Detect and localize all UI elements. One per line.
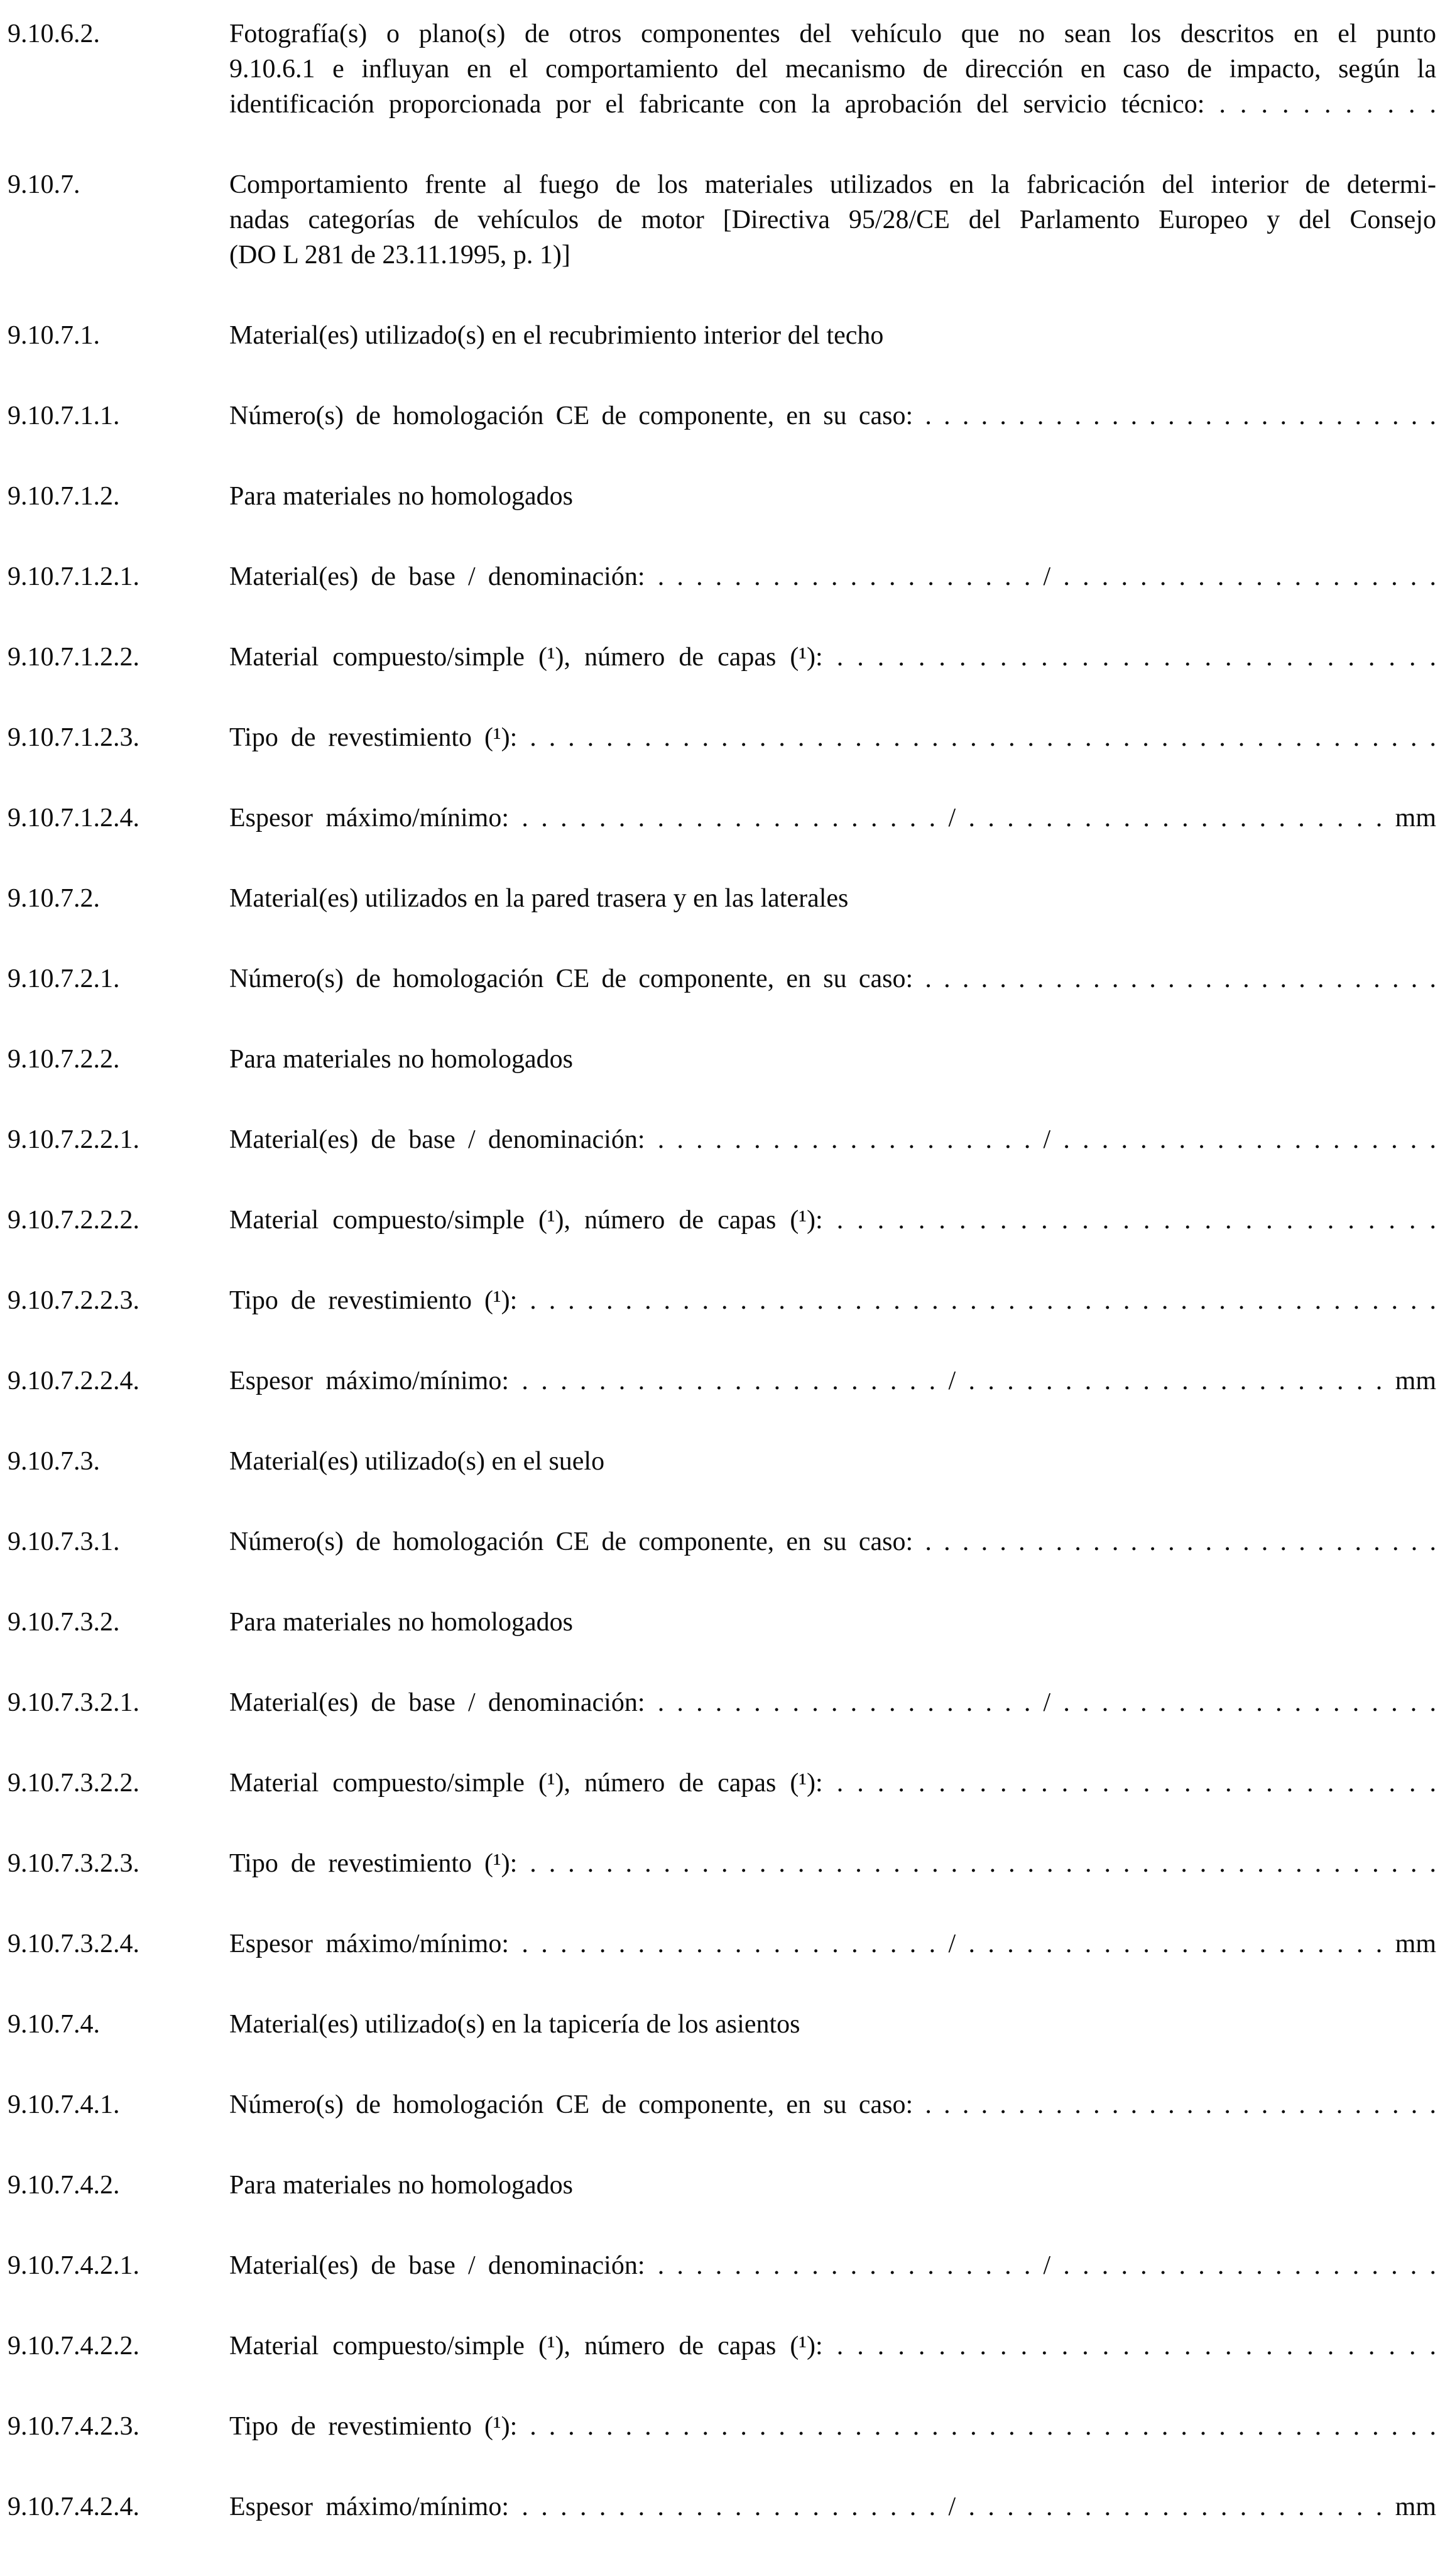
form-item-row xyxy=(8,398,1436,434)
form-item-row xyxy=(8,2168,1436,2203)
item-number: 9.10.7.4.2. xyxy=(8,2171,120,2200)
text-line-with-leader: Material compuesto/simple (¹), número de capas (¹): . . . . . . . . . . . . . . . . . . . . . . . . . . . . . . xyxy=(229,2332,1436,2360)
text-line-with-leader: Espesor máximo/mínimo: . . . . . . . . . . . . . . . . . . . . . . / . . . . . . . . . . . . . . . . . . . . . . mm xyxy=(229,804,1436,832)
text-line-with-leader: Tipo de revestimiento (¹): . . . . . . . . . . . . . . . . . . . . . . . . . . . . . . . . . . . . . . . . . . . . . . . . xyxy=(229,2412,1436,2441)
item-text xyxy=(229,16,1436,122)
form-item-row xyxy=(8,559,1436,594)
item-text xyxy=(229,1283,1436,1318)
text-line-with-leader: Material(es) de base / denominación: . . . . . . . . . . . . . . . . . . . . / . . . . . . . . . . . . . . . . . . . . xyxy=(229,2251,1436,2280)
text-line-with-leader: Material compuesto/simple (¹), número de capas (¹): . . . . . . . . . . . . . . . . . . . . . . . . . . . . . . xyxy=(229,1206,1436,1235)
item-number: 9.10.7.2.1. xyxy=(8,964,120,993)
text-line-with-leader: Tipo de revestimiento (¹): . . . . . . . . . . . . . . . . . . . . . . . . . . . . . . . . . . . . . . . . . . . . . . . . xyxy=(229,723,1436,752)
text-line: Material(es) utilizado(s) en el suelo xyxy=(229,1447,605,1476)
text-line: Para materiales no homologados xyxy=(229,482,574,511)
form-item-row xyxy=(8,2007,1436,2042)
item-number: 9.10.7.2. xyxy=(8,884,100,913)
form-item-row xyxy=(8,479,1436,514)
text-line-with-leader: identificación proporcionada por el fabricante con la aprobación del servicio técnico: . . . . . . . . . . . xyxy=(229,90,1436,119)
form-item-row xyxy=(8,1766,1436,1801)
form-item-row xyxy=(8,1283,1436,1318)
form-item-row xyxy=(8,2087,1436,2122)
item-text xyxy=(229,1846,1436,1881)
item-text xyxy=(229,1363,1436,1399)
item-number: 9.10.7.2.2.1. xyxy=(8,1125,139,1154)
form-item-row xyxy=(8,1846,1436,1881)
form-item-row xyxy=(8,2489,1436,2524)
item-number: 9.10.7.1.2. xyxy=(8,482,120,511)
form-item-row xyxy=(8,720,1436,755)
item-number: 9.10.7.3.2.4. xyxy=(8,1929,139,1958)
text-line: Material(es) utilizados en la pared trasera y en las laterales xyxy=(229,884,849,913)
text-line: 9.10.6.1 e influyan en el comportamiento del mecanismo de dirección en caso de impacto, según la xyxy=(229,55,1436,84)
form-item-row xyxy=(8,318,1436,353)
item-number: 9.10.7.2.2. xyxy=(8,1045,120,1074)
item-text xyxy=(229,640,1436,675)
form-item-row xyxy=(8,1605,1436,1640)
item-text xyxy=(229,800,1436,836)
form-item-row xyxy=(8,1926,1436,1962)
item-text xyxy=(229,1685,1436,1720)
item-number: 9.10.7.4.1. xyxy=(8,2090,120,2119)
item-number: 9.10.7.2.2.2. xyxy=(8,1206,139,1235)
text-line-with-leader: Material compuesto/simple (¹), número de capas (¹): . . . . . . . . . . . . . . . . . . . . . . . . . . . . . . xyxy=(229,1769,1436,1798)
item-text xyxy=(229,2328,1436,2364)
item-text xyxy=(229,1203,1436,1238)
text-line-with-leader: Número(s) de homologación CE de componente, en su caso: . . . . . . . . . . . . . . . . . . . . . . . . . . . . xyxy=(229,2090,1436,2119)
item-text xyxy=(229,881,1436,916)
text-line: nadas categorías de vehículos de motor [Directiva 95/28/CE del Parlamento Europeo y del Consejo xyxy=(229,205,1436,234)
item-number: 9.10.7.2.2.3. xyxy=(8,1286,139,1315)
form-item-row xyxy=(8,1042,1436,1077)
text-line-with-leader: Espesor máximo/mínimo: . . . . . . . . . . . . . . . . . . . . . . / . . . . . . . . . . . . . . . . . . . . . . mm xyxy=(229,1929,1436,1958)
item-text xyxy=(229,2168,1436,2203)
form-item-row xyxy=(8,1203,1436,1238)
text-line-with-leader: Espesor máximo/mínimo: . . . . . . . . . . . . . . . . . . . . . . / . . . . . . . . . . . . . . . . . . . . . . mm xyxy=(229,1367,1436,1395)
text-line: Fotografía(s) o plano(s) de otros componentes del vehículo que no sean los descritos en el punto xyxy=(229,19,1436,48)
item-text xyxy=(229,1926,1436,1962)
text-line-with-leader: Material(es) de base / denominación: . . . . . . . . . . . . . . . . . . . . / . . . . . . . . . . . . . . . . . . . . xyxy=(229,1688,1436,1717)
form-item-row xyxy=(8,167,1436,273)
form-item-row xyxy=(8,1363,1436,1399)
item-number: 9.10.7. xyxy=(8,170,80,199)
text-line-with-leader: Número(s) de homologación CE de componente, en su caso: . . . . . . . . . . . . . . . . . . . . . . . . . . . . xyxy=(229,964,1436,993)
item-text xyxy=(229,479,1436,514)
form-item-row xyxy=(8,1524,1436,1559)
text-line-with-leader: Material(es) de base / denominación: . . . . . . . . . . . . . . . . . . . . / . . . . . . . . . . . . . . . . . . . . xyxy=(229,562,1436,591)
item-text xyxy=(229,1605,1436,1640)
item-number: 9.10.7.1. xyxy=(8,321,100,350)
form-item-row xyxy=(8,2248,1436,2283)
text-line: (DO L 281 de 23.11.1995, p. 1)] xyxy=(229,241,570,270)
form-item-row xyxy=(8,1444,1436,1479)
item-text xyxy=(229,1524,1436,1559)
form-item-row xyxy=(8,2328,1436,2364)
item-number: 9.10.7.3. xyxy=(8,1447,100,1476)
item-text xyxy=(229,2087,1436,2122)
item-text xyxy=(229,2007,1436,2042)
text-line-with-leader: Número(s) de homologación CE de componente, en su caso: . . . . . . . . . . . . . . . . . . . . . . . . . . . . xyxy=(229,1527,1436,1556)
text-line: Para materiales no homologados xyxy=(229,2171,574,2200)
form-item-row xyxy=(8,1122,1436,1157)
text-line-with-leader: Espesor máximo/mínimo: . . . . . . . . . . . . . . . . . . . . . . / . . . . . . . . . . . . . . . . . . . . . . mm xyxy=(229,2492,1436,2521)
item-text xyxy=(229,1122,1436,1157)
form-item-row xyxy=(8,881,1436,916)
item-number: 9.10.7.4.2.4. xyxy=(8,2492,139,2521)
item-text xyxy=(229,1766,1436,1801)
item-number: 9.10.7.2.2.4. xyxy=(8,1367,139,1395)
item-number: 9.10.7.4.2.3. xyxy=(8,2412,139,2441)
text-line: Material(es) utilizado(s) en la tapicería de los asientos xyxy=(229,2010,800,2039)
text-line: Material(es) utilizado(s) en el recubrimiento interior del techo xyxy=(229,321,884,350)
text-line-with-leader: Número(s) de homologación CE de componente, en su caso: . . . . . . . . . . . . . . . . . . . . . . . . . . . . xyxy=(229,401,1436,430)
form-item-row xyxy=(8,961,1436,996)
form-item-row xyxy=(8,640,1436,675)
item-text xyxy=(229,398,1436,434)
form-item-row xyxy=(8,1685,1436,1720)
item-number: 9.10.7.3.2. xyxy=(8,1608,120,1637)
item-text xyxy=(229,318,1436,353)
item-text xyxy=(229,1444,1436,1479)
item-number: 9.10.7.4.2.1. xyxy=(8,2251,139,2280)
item-number: 9.10.7.4.2.2. xyxy=(8,2332,139,2360)
item-number: 9.10.7.3.2.3. xyxy=(8,1849,139,1878)
item-text xyxy=(229,2489,1436,2524)
item-text xyxy=(229,2409,1436,2444)
form-item-row xyxy=(8,2409,1436,2444)
item-text xyxy=(229,720,1436,755)
text-line-with-leader: Material compuesto/simple (¹), número de capas (¹): . . . . . . . . . . . . . . . . . . . . . . . . . . . . . . xyxy=(229,643,1436,672)
item-number: 9.10.7.3.2.2. xyxy=(8,1769,139,1798)
item-text xyxy=(229,2248,1436,2283)
item-number: 9.10.7.3.1. xyxy=(8,1527,120,1556)
text-line: Para materiales no homologados xyxy=(229,1608,574,1637)
item-number: 9.10.7.3.2.1. xyxy=(8,1688,139,1717)
text-line-with-leader: Tipo de revestimiento (¹): . . . . . . . . . . . . . . . . . . . . . . . . . . . . . . . . . . . . . . . . . . . . . . . . xyxy=(229,1286,1436,1315)
item-number: 9.10.7.4. xyxy=(8,2010,100,2039)
form-rows xyxy=(8,16,1436,2524)
item-text xyxy=(229,961,1436,996)
form-item-row xyxy=(8,800,1436,836)
item-number: 9.10.6.2. xyxy=(8,19,100,48)
form-item-row xyxy=(8,16,1436,122)
text-line: Comportamiento frente al fuego de los materiales utilizados en la fabricación del interior de determi- xyxy=(229,170,1436,199)
item-number: 9.10.7.1.1. xyxy=(8,401,120,430)
text-line-with-leader: Material(es) de base / denominación: . . . . . . . . . . . . . . . . . . . . / . . . . . . . . . . . . . . . . . . . . xyxy=(229,1125,1436,1154)
item-number: 9.10.7.1.2.3. xyxy=(8,723,139,752)
item-number: 9.10.7.1.2.1. xyxy=(8,562,139,591)
item-number: 9.10.7.1.2.4. xyxy=(8,804,139,832)
text-line-with-leader: Tipo de revestimiento (¹): . . . . . . . . . . . . . . . . . . . . . . . . . . . . . . . . . . . . . . . . . . . . . . . . xyxy=(229,1849,1436,1878)
item-text xyxy=(229,559,1436,594)
item-text xyxy=(229,167,1436,273)
item-number: 9.10.7.1.2.2. xyxy=(8,643,139,672)
item-text xyxy=(229,1042,1436,1077)
text-line: Para materiales no homologados xyxy=(229,1045,574,1074)
